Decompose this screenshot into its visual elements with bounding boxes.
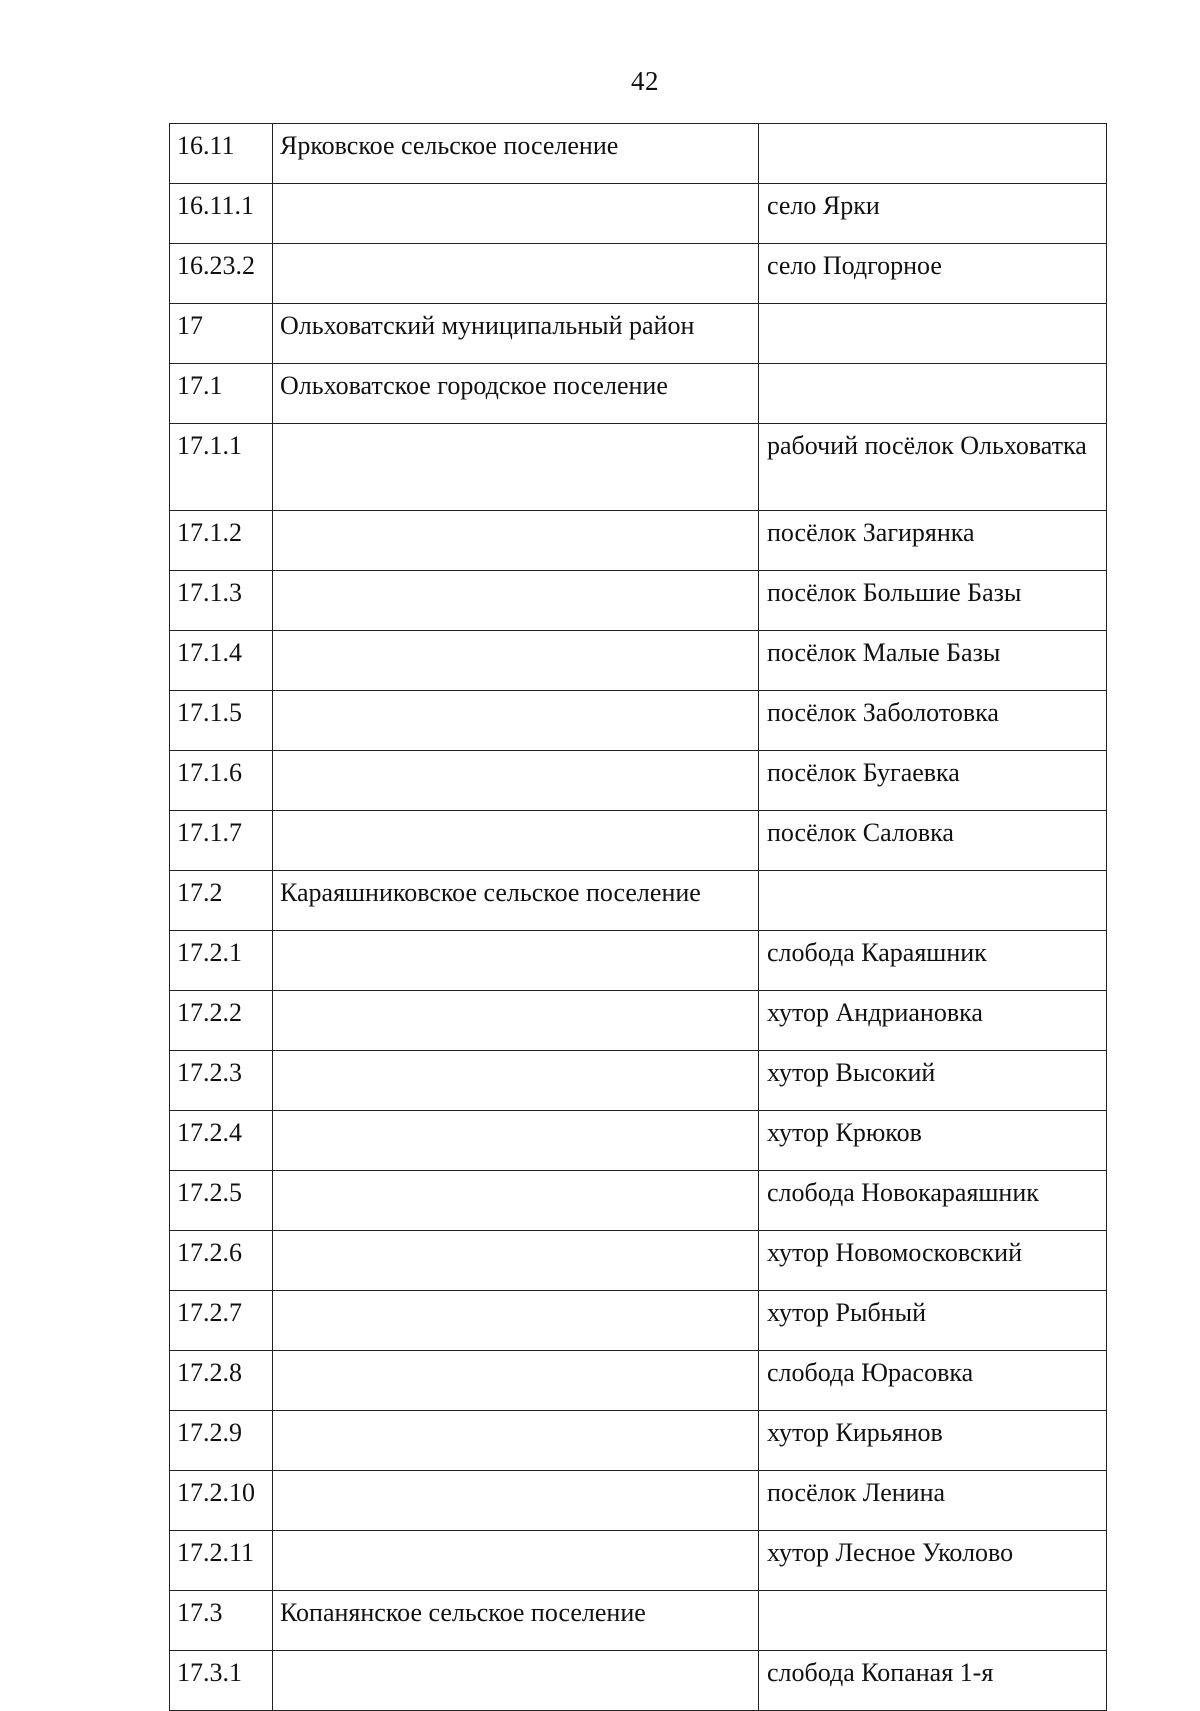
table-row	[170, 1471, 1107, 1531]
settlement-cell	[273, 1171, 759, 1231]
settlement-cell	[273, 184, 759, 244]
table-row	[170, 571, 1107, 631]
settlement-cell	[273, 931, 759, 991]
locality-cell: хутор Крюков	[759, 1111, 1107, 1171]
row-number-cell: 17.1.2	[170, 511, 273, 571]
locality-cell: слобода Новокараяшник	[759, 1171, 1107, 1231]
settlement-cell	[273, 1471, 759, 1531]
settlement-cell	[273, 1651, 759, 1711]
locality-cell: посёлок Саловка	[759, 811, 1107, 871]
settlement-cell	[273, 1411, 759, 1471]
table-row	[170, 811, 1107, 871]
locality-cell: посёлок Загирянка	[759, 511, 1107, 571]
locality-cell: посёлок Большие Базы	[759, 571, 1107, 631]
table-row	[170, 871, 1107, 931]
row-number-cell: 17.3.1	[170, 1651, 273, 1711]
table-row	[170, 244, 1107, 304]
settlement-cell	[273, 244, 759, 304]
locality-cell	[759, 1591, 1107, 1651]
settlement-cell	[273, 691, 759, 751]
row-number-cell: 16.11	[170, 124, 273, 184]
locality-cell: хутор Новомосковский	[759, 1231, 1107, 1291]
table-row	[170, 931, 1107, 991]
settlement-cell	[273, 511, 759, 571]
table-row	[170, 511, 1107, 571]
locality-cell: хутор Кирьянов	[759, 1411, 1107, 1471]
row-number-cell: 17	[170, 304, 273, 364]
row-number-cell: 17.1	[170, 364, 273, 424]
locality-cell: слобода Копаная 1-я	[759, 1651, 1107, 1711]
settlement-cell	[273, 1351, 759, 1411]
settlement-cell	[273, 1531, 759, 1591]
locality-cell: хутор Высокий	[759, 1051, 1107, 1111]
row-number-cell: 17.1.5	[170, 691, 273, 751]
table-row	[170, 1051, 1107, 1111]
settlements-table	[169, 123, 1107, 1711]
row-number-cell: 17.2.5	[170, 1171, 273, 1231]
table-row	[170, 991, 1107, 1051]
settlement-cell	[273, 631, 759, 691]
settlement-cell	[273, 991, 759, 1051]
locality-cell	[759, 304, 1107, 364]
row-number-cell: 17.1.7	[170, 811, 273, 871]
row-number-cell: 17.1.4	[170, 631, 273, 691]
settlement-cell	[273, 1051, 759, 1111]
settlement-cell	[273, 571, 759, 631]
locality-cell: посёлок Малые Базы	[759, 631, 1107, 691]
row-number-cell: 17.2.2	[170, 991, 273, 1051]
table-row	[170, 304, 1107, 364]
table-row	[170, 124, 1107, 184]
locality-cell	[759, 871, 1107, 931]
settlement-cell: Ольховатский муниципальный район	[273, 304, 759, 364]
table-row	[170, 1231, 1107, 1291]
settlement-cell	[273, 424, 759, 511]
table-row	[170, 1351, 1107, 1411]
row-number-cell: 17.2.11	[170, 1531, 273, 1591]
locality-cell: село Ярки	[759, 184, 1107, 244]
row-number-cell: 17.2.1	[170, 931, 273, 991]
row-number-cell: 17.2.3	[170, 1051, 273, 1111]
settlement-cell: Копанянское сельское поселение	[273, 1591, 759, 1651]
locality-cell: хутор Рыбный	[759, 1291, 1107, 1351]
table-row	[170, 1111, 1107, 1171]
table-row	[170, 691, 1107, 751]
row-number-cell: 16.23.2	[170, 244, 273, 304]
row-number-cell: 17.2.10	[170, 1471, 273, 1531]
locality-cell: посёлок Бугаевка	[759, 751, 1107, 811]
table-row	[170, 364, 1107, 424]
table-row	[170, 1651, 1107, 1711]
settlement-cell	[273, 1111, 759, 1171]
table-row	[170, 631, 1107, 691]
locality-cell	[759, 364, 1107, 424]
table-row	[170, 424, 1107, 511]
settlement-cell: Ольховатское городское поселение	[273, 364, 759, 424]
locality-cell: посёлок Заболотовка	[759, 691, 1107, 751]
row-number-cell: 17.2.4	[170, 1111, 273, 1171]
locality-cell: слобода Юрасовка	[759, 1351, 1107, 1411]
row-number-cell: 17.1.6	[170, 751, 273, 811]
row-number-cell: 17.2.8	[170, 1351, 273, 1411]
settlement-cell: Ярковское сельское поселение	[273, 124, 759, 184]
table-row	[170, 184, 1107, 244]
settlement-cell	[273, 751, 759, 811]
settlement-cell	[273, 1291, 759, 1351]
settlement-cell	[273, 1231, 759, 1291]
table-row	[170, 751, 1107, 811]
settlement-cell: Караяшниковское сельское поселение	[273, 871, 759, 931]
table-row	[170, 1291, 1107, 1351]
row-number-cell: 17.2.7	[170, 1291, 273, 1351]
settlement-cell	[273, 811, 759, 871]
locality-cell	[759, 124, 1107, 184]
table-row	[170, 1531, 1107, 1591]
row-number-cell: 17.1.3	[170, 571, 273, 631]
locality-cell: слобода Караяшник	[759, 931, 1107, 991]
locality-cell: посёлок Ленина	[759, 1471, 1107, 1531]
row-number-cell: 17.3	[170, 1591, 273, 1651]
row-number-cell: 17.2	[170, 871, 273, 931]
row-number-cell: 16.11.1	[170, 184, 273, 244]
row-number-cell: 17.2.9	[170, 1411, 273, 1471]
row-number-cell: 17.1.1	[170, 424, 273, 511]
table-row	[170, 1591, 1107, 1651]
page-number: 42	[631, 66, 659, 96]
locality-cell: хутор Лесное Уколово	[759, 1531, 1107, 1591]
locality-cell: рабочий посёлок Ольховатка	[759, 424, 1107, 511]
locality-cell: село Подгорное	[759, 244, 1107, 304]
row-number-cell: 17.2.6	[170, 1231, 273, 1291]
locality-cell: хутор Андриановка	[759, 991, 1107, 1051]
table-row	[170, 1171, 1107, 1231]
table-row	[170, 1411, 1107, 1471]
